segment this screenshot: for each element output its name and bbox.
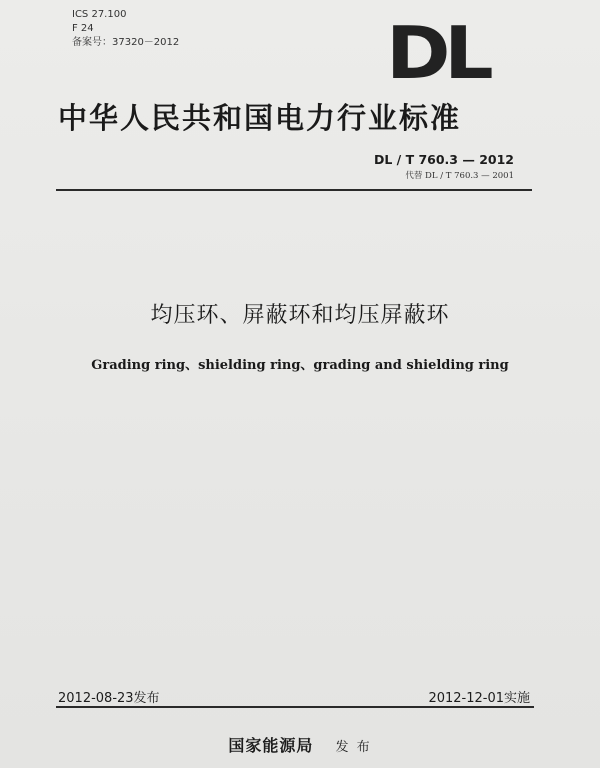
ics-code: ICS 27.100 [72,9,127,20]
publisher-name: 国家能源局 [228,736,314,755]
replaces-note: 代替 DL / T 760.3 — 2001 [405,171,514,181]
standard-code-block [374,152,514,181]
implementation-date: 2012-12-01实施 [428,691,530,706]
standard-code: DL / T 760.3 — 2012 [373,152,514,167]
dl-logo: DL [386,11,488,95]
top-divider [56,189,532,191]
bottom-divider [56,706,534,708]
publisher [0,733,600,756]
classification-meta [72,8,179,50]
filing-number: 备案号：37320－2012 [72,37,180,48]
publisher-action: 发 布 [335,740,372,755]
standard-title: 中华人民共和国电力行业标准 [58,101,462,135]
classification-code: F 24 [72,23,94,34]
issue-date: 2012-08-23发布 [58,691,160,706]
document-title-chinese: 均压环、屏蔽环和均压屏蔽环 [150,303,450,328]
document-title-english: Grading ring、shielding ring、grading and shielding ring [91,358,509,373]
